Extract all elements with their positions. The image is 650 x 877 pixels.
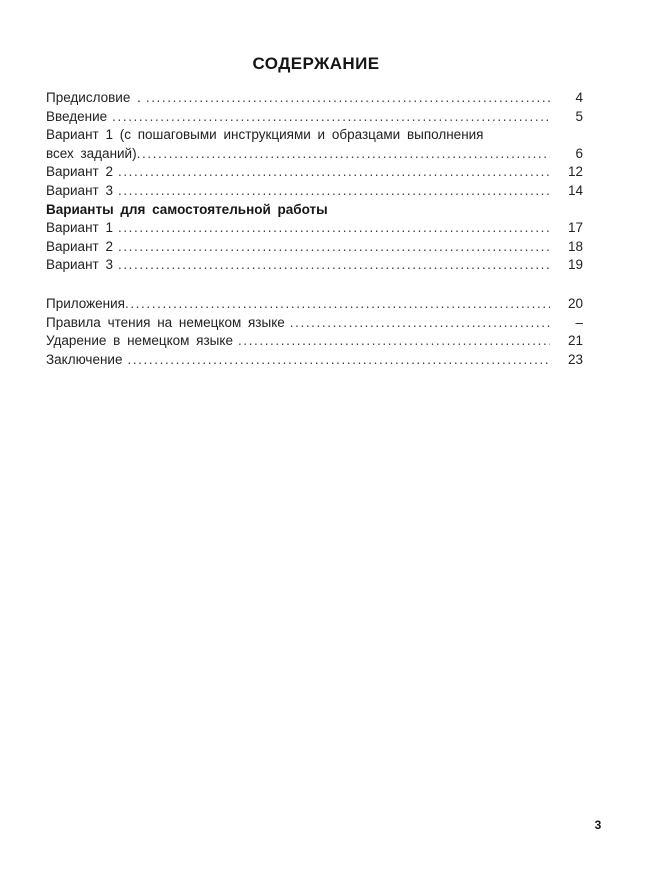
toc-entry-label: Варианты для самостоятельной работы [46, 201, 328, 217]
toc-entry-page: 18 [567, 238, 583, 254]
toc-entry [46, 314, 583, 333]
toc-entry [46, 89, 583, 108]
toc-entry [46, 145, 583, 164]
toc-entry [46, 126, 583, 145]
page-number: 3 [594, 818, 602, 832]
dot-leader [290, 314, 550, 333]
toc-entry-label: Предисловие . [46, 90, 141, 105]
dot-leader [238, 332, 550, 351]
toc-entry-label: Вариант 3 [46, 257, 113, 273]
toc-entry-page: 21 [567, 333, 583, 349]
dot-leader [112, 108, 550, 127]
toc-entry-label: Вариант 1 [46, 220, 113, 236]
toc-section-heading [46, 201, 583, 220]
toc-entry-page: 19 [567, 257, 583, 273]
toc-entry-page: 4 [575, 90, 583, 105]
toc-entry-page: 23 [567, 351, 583, 367]
page-title: СОДЕРЖАНИЕ [252, 54, 380, 73]
dot-leader [137, 145, 550, 164]
toc-entry-label: Правила чтения на немецком языке [46, 314, 285, 330]
toc-entry-label: Вариант 2 [46, 238, 113, 254]
dot-leader [118, 163, 550, 182]
dot-leader [125, 295, 550, 314]
toc-entry-page: 20 [567, 295, 583, 311]
toc-entry [46, 219, 583, 238]
toc-entry-label: Заключение [46, 351, 123, 367]
toc-entry-label: Ударение в немецком языке [46, 333, 233, 349]
dot-leader [118, 182, 550, 201]
toc-entry-page: – [575, 314, 583, 330]
toc-entry [46, 108, 583, 127]
toc-group-gap [46, 275, 583, 295]
toc-entry [46, 295, 583, 314]
dot-leader [118, 219, 550, 238]
dot-leader [146, 89, 550, 108]
toc-entry-page: 6 [575, 145, 583, 161]
toc-entry [46, 238, 583, 257]
toc-entry-label: всех заданий) [46, 145, 137, 161]
toc-entry-label: Вариант 1 (с пошаговыми инструкциями и образцами выполнения [46, 127, 484, 143]
toc-entry-label: Вариант 2 [46, 164, 113, 180]
toc-entry [46, 163, 583, 182]
toc-entry [46, 351, 583, 370]
table-of-contents [46, 89, 583, 369]
toc-entry [46, 332, 583, 351]
toc-entry-page: 17 [567, 220, 583, 236]
toc-entry-page: 12 [567, 164, 583, 180]
toc-entry [46, 182, 583, 201]
dot-leader [127, 351, 550, 370]
dot-leader [118, 238, 550, 257]
dot-leader [118, 256, 550, 275]
toc-entry-label: Приложения [46, 295, 125, 311]
toc-entry-label: Вариант 3 [46, 182, 113, 198]
toc-entry-page: 14 [567, 182, 583, 198]
toc-entry-page: 5 [575, 108, 583, 124]
toc-entry-label: Введение [46, 108, 108, 124]
toc-entry [46, 256, 583, 275]
